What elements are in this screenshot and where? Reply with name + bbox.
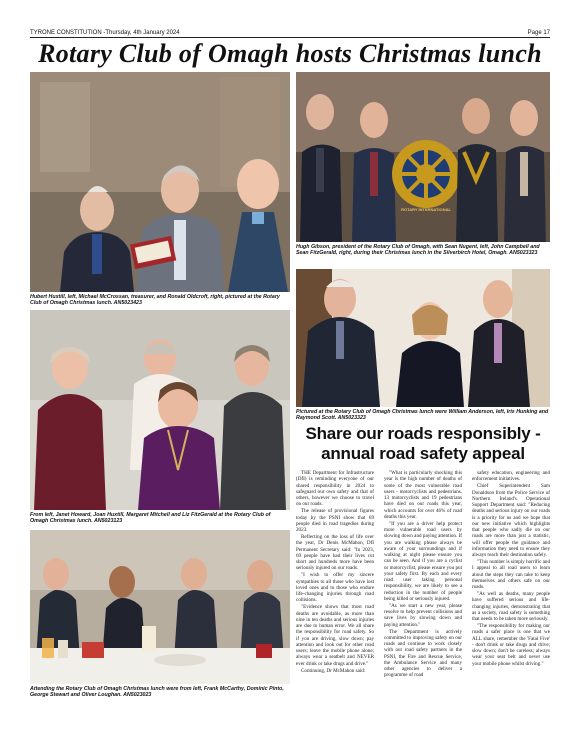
article-paragraph: "Evidence shows that most road deaths are avoidable, as more than nine in ten deaths and serious injuries are due to human error. We all share the responsibility for road safety. So if you are driving, slow down; pay attention and look out for other road users; leave the mobile phone alone; always wear a seatbelt and NEVER ever drink or take drugs and drive.": [296, 604, 374, 667]
page-headline: Rotary Club of Omagh hosts Christmas lunch: [38, 39, 542, 68]
article-paragraph: "The responsibility for making our roads a safer place is one that we ALL share, remember the 'Fatal Five' - don't drink or take drugs and drive; slow down; don't be careless; always wear your seat belt and never use your mobile phone whilst driving.": [472, 623, 550, 667]
page-header: [30, 28, 550, 38]
photo-caption-2: Hugh Gibson, president of the Rotary Club of Omagh, with Sean Nugent, left, John Campbell and Sean FitzGerald, right, during their Christmas lunch in the Silverbirch Hotel, Omagh. AN5023323: [296, 244, 540, 257]
article-paragraph: "If you are a driver help protect more vulnerable road users by slowing down and paying attention. If you are walking please always be aware of your surroundings and if walking at night please ensure you can be seen. And if you are a cyclist or motorcyclist, please ensure you put your safety first. By each and every road user taking personal responsibility, we are likely to see a reduction in the number of people being killed or seriously injured.: [384, 520, 462, 602]
photo-four-women: [30, 310, 290, 510]
article-paragraph: The release of provisional figures today by the PSNI show that 69 people died in road tragedies during 2023.: [296, 508, 374, 534]
photo-three-guests: [296, 269, 550, 407]
article-paragraph: safety education, engineering and enforcement initiatives.: [472, 470, 550, 483]
rotary-logo-text: ROTARY INTERNATIONAL: [401, 207, 451, 212]
article-paragraph: "As we start a new year, please resolve to help prevent collisions and save lives by slowing down and paying attention.": [384, 602, 462, 628]
photo-caption-4: From left, Janet Howard, Joan Huxtill, Margaret Mitchell and Liz FitzGerald at the Rotary Club of Omagh Christmas lunch. AN5023123: [30, 512, 271, 525]
publication-line: TYRONE CONSTITUTION -Thursday, 4th January 2024: [30, 30, 180, 36]
article-paragraph: "As well as deaths, many people have suffered serious and life-changing injuries, demonstrating that as a society, road safety is something that needs to be taken more seriously.: [472, 591, 550, 623]
article-column-1: [296, 470, 374, 720]
photo-four-men-at-table: [30, 530, 290, 684]
photo-caption-1: Hubert Huxtill, left, Michael McCrossan, treasurer, and Ronald Oldcroft, right, pictured at the Rotary Club of Omagh Christmas lunch. AN5023423: [30, 294, 280, 307]
article-headline: Share our roads responsibly - annual road safety appeal: [305, 424, 541, 463]
photo-four-men-with-rotary-logo: [296, 72, 550, 242]
article-paragraph: "I wish to offer my sincere sympathies to all those who have lost loved ones and to those who endure life-changing injuries through road collisions.: [296, 572, 374, 604]
article-column-2: [384, 470, 462, 720]
article-paragraph: Reflecting on the loss of life over the year, Dr Denis McMahon, DfI Permanent Secretary said: "In 2023, 69 people have had their lives cut short and hundreds more have been seriously injured on our roads.: [296, 534, 374, 572]
article-paragraph: The Department is actively committed to improving safety on our roads and continue to work closely with our road safety partners in the PSNI, the Fire and Rescue Service, the Ambulance Service and many other agencies to deliver a programme of road: [384, 628, 462, 679]
article-paragraph: Continuing, Dr McMahon said:: [301, 667, 366, 674]
article-paragraph: THE Department for Infrastructure (DfI) is reminding everyone of our shared responsibility in 2024 to safeguard our own safety and that of others, however we choose to travel on our roads.: [296, 470, 374, 508]
article-paragraph: "This number is simply horrific and I appeal to all road users to learn about the steps they can take to keep themselves and others safe on our roads.: [472, 559, 550, 591]
article-paragraph: Chief Superintendent Sam Donaldson from the Police Service of Northern Ireland's Operational Support Department said: "Reducing deaths and serious injury on our roads is a priority for us and we hope that our new initiative which highlights that people who sadly die on our roads are more than just a statistic, will offer people the guidance and information they need to ensure they always reach their destination safely.: [472, 483, 550, 559]
photo-caption-3: Pictured at the Rotary Club of Omagh Christmas lunch were William Anderson, left, Iris Hunking and Raymond Scott. AN5023323: [296, 409, 549, 422]
photo-three-men-with-book: [30, 72, 290, 292]
article-paragraph: "What is particularly shocking this year is the high number of deaths of some of the most vulnerable road users - motorcyclists and pedestrians. 13 motorcyclists and 19 pedestrians have died on our roads this year, which accounts for over 46% of road deaths this year.: [384, 470, 462, 520]
photo-caption-5: Attending the Rotary Club of Omagh Christmas lunch were from left, Frank McCarthy, Dominic Pinto, George Stewart and Oliver Loughan. AN5023023: [30, 686, 284, 699]
article-column-3: [472, 470, 550, 720]
page-number: Page 17: [527, 30, 550, 36]
